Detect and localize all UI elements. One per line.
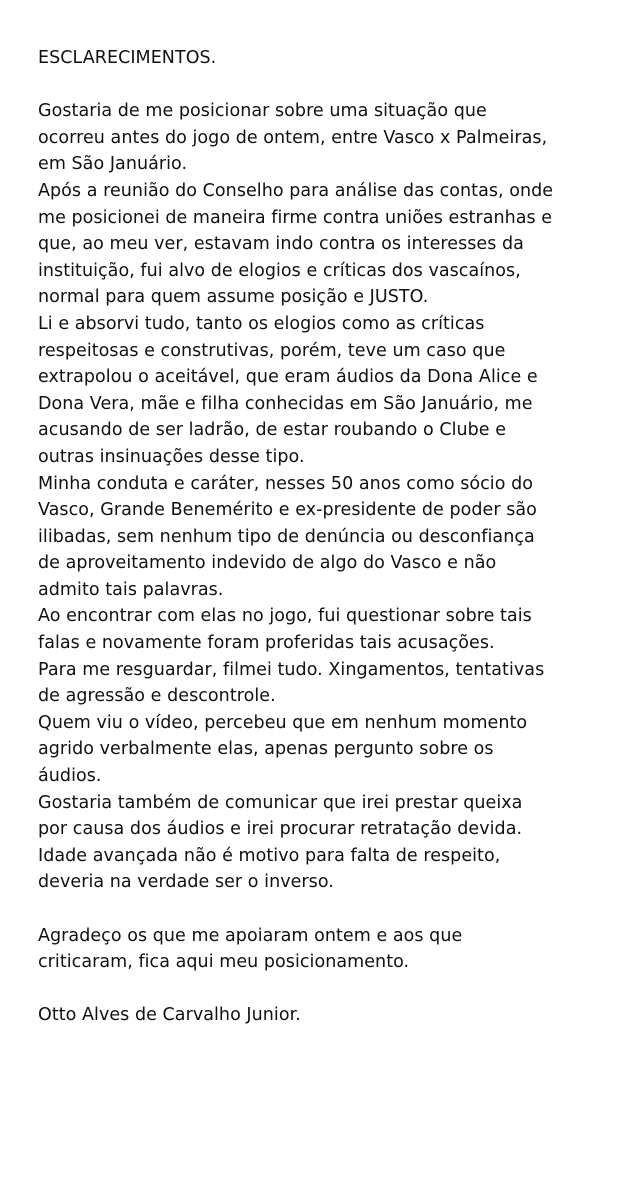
body-line: extrapolou o aceitável, que eram áudios da Dona Alice e (38, 367, 538, 388)
body-line: Idade avançada não é motivo para falta de respeito, (38, 845, 501, 866)
body-line: outras insinuações desse tipo. (38, 446, 305, 467)
body-line: que, ao meu ver, estavam indo contra os interesses da (38, 234, 524, 255)
body-line: Quem viu o vídeo, percebeu que em nenhum momento (38, 712, 528, 733)
paragraph-spacer (38, 72, 623, 99)
body-line: Li e absorvi tudo, tanto os elogios como as críticas (38, 313, 485, 334)
body-line: agrido verbalmente elas, apenas pergunto sobre os (38, 739, 494, 760)
body-line: respeitosas e construtivas, porém, teve um caso que (38, 340, 506, 361)
body-line: me posicionei de maneira firme contra uniões estranhas e (38, 207, 553, 228)
body-line: Dona Vera, mãe e filha conhecidas em São Januário, me (38, 393, 533, 414)
body-line: de agressão e descontrole. (38, 686, 276, 707)
body-line: acusando de ser ladrão, de estar roubando o Clube e (38, 420, 507, 441)
body-line: Após a reunião do Conselho para análise das contas, onde (38, 180, 554, 201)
paragraph-spacer (38, 896, 623, 923)
body-line: em São Januário. (38, 154, 188, 175)
body-line: ocorreu antes do jogo de ontem, entre Vasco x Palmeiras, (38, 127, 548, 148)
body-line: áudios. (38, 766, 102, 787)
body-line: ilibadas, sem nenhum tipo de denúncia ou desconfiança (38, 526, 535, 547)
body-line: por causa dos áudios e irei procurar retratação devida. (38, 819, 523, 840)
statement-body (38, 98, 623, 896)
signature: Otto Alves de Carvalho Junior. (38, 1005, 301, 1026)
body-line: admito tais palavras. (38, 579, 224, 600)
document-title: ESCLARECIMENTOS. (38, 48, 217, 68)
paragraph-spacer (38, 976, 623, 1003)
closing-paragraph (38, 923, 623, 976)
closing-line: Agradeço os que me apoiaram ontem e aos que (38, 925, 463, 946)
body-line: normal para quem assume posição e JUSTO. (38, 287, 429, 308)
body-line: Ao encontrar com elas no jogo, fui questionar sobre tais (38, 606, 532, 627)
body-line: instituição, fui alvo de elogios e críticas dos vascaínos, (38, 260, 521, 281)
closing-line: criticaram, fica aqui meu posicionamento. (38, 952, 410, 973)
body-line: Vasco, Grande Benemérito e ex-presidente de poder são (38, 500, 537, 521)
body-line: Gostaria também de comunicar que irei prestar queixa (38, 792, 523, 813)
body-line: Para me resguardar, filmei tudo. Xingamentos, tentativas (38, 659, 545, 680)
body-line: de aproveitamento indevido de algo do Vasco e não (38, 553, 497, 574)
body-line: Gostaria de me posicionar sobre uma situação que (38, 101, 487, 122)
body-line: deveria na verdade ser o inverso. (38, 872, 334, 893)
body-line: falas e novamente foram proferidas tais acusações. (38, 633, 495, 654)
body-line: Minha conduta e caráter, nesses 50 anos como sócio do (38, 473, 533, 494)
statement-document (38, 45, 623, 1029)
